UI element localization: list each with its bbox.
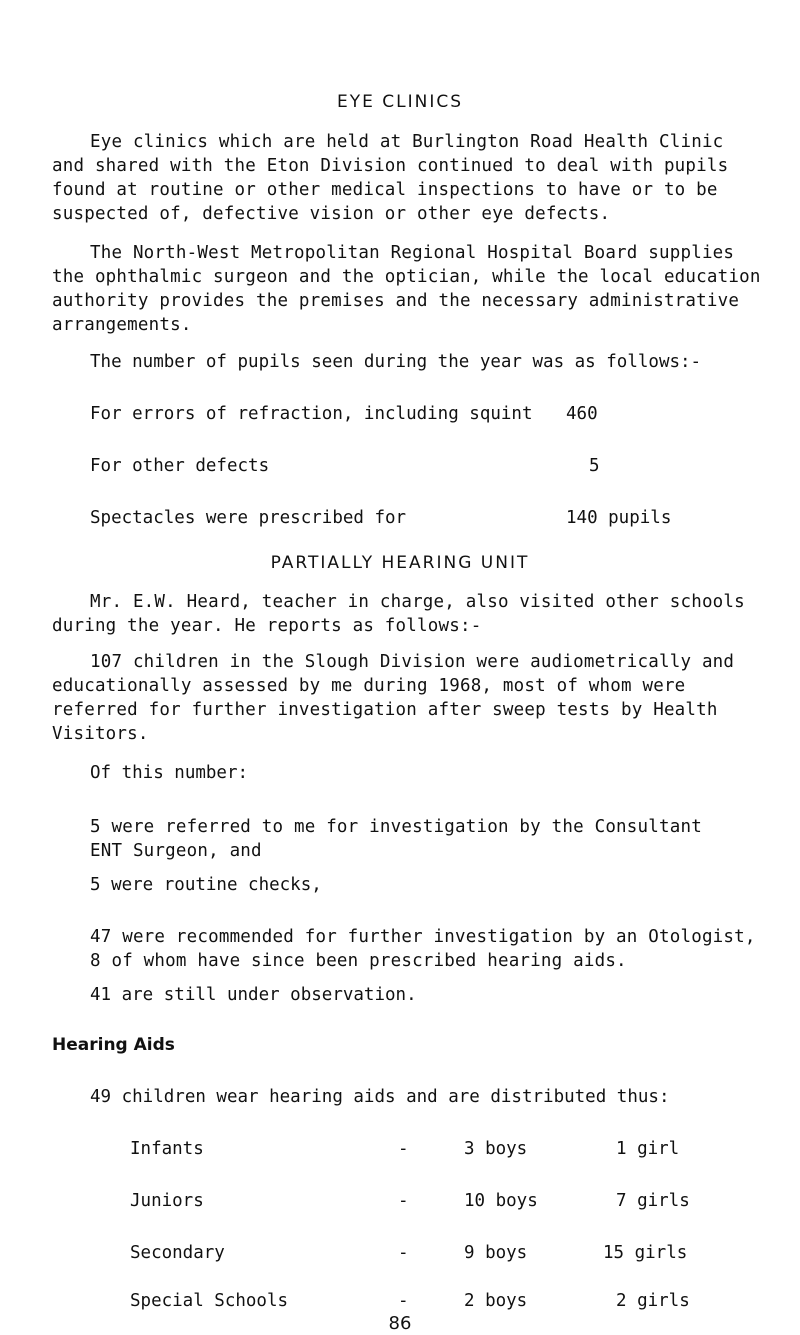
- group-label: Special Schools: [130, 1291, 289, 1311]
- text-line: Eye clinics which are held at Burlington Road Health Clinic: [90, 132, 724, 152]
- text-line: found at routine or other medical inspections to have or to be: [52, 180, 718, 200]
- hearing-item-2: 5 were routine checks,: [90, 875, 322, 895]
- text-line: The North-West Metropolitan Regional Hospital Board supplies: [90, 243, 735, 263]
- text-line: Mr. E.W. Heard, teacher in charge, also visited other schools: [90, 592, 745, 612]
- page-number: 86: [388, 1313, 412, 1334]
- partially-hearing-unit-heading: PARTIALLY HEARING UNIT: [270, 553, 530, 573]
- stat-label: Spectacles were prescribed for: [90, 508, 407, 528]
- text-line: authority provides the premises and the necessary administrative: [52, 291, 740, 311]
- hearing-aids-intro: 49 children wear hearing aids and are distributed thus:: [90, 1087, 670, 1107]
- stat-value: 5: [589, 456, 600, 476]
- text-line: 107 children in the Slough Division were audiometrically and: [90, 652, 735, 672]
- text-line: during the year. He reports as follows:-: [52, 616, 482, 636]
- text-line: Visitors.: [52, 724, 149, 744]
- text-line: suspected of, defective vision or other eye defects.: [52, 204, 611, 224]
- stat-label: For other defects: [90, 456, 270, 476]
- boys-count: 9 boys: [464, 1243, 528, 1263]
- hearing-paragraph-2: [52, 650, 734, 746]
- text-line: 8 of whom have since been prescribed hearing aids.: [90, 951, 627, 971]
- text-line: 5 were referred to me for investigation by the Consultant: [90, 817, 702, 837]
- dash: -: [398, 1191, 409, 1211]
- girls-count: 2 girls: [616, 1291, 690, 1311]
- hearing-item-1: [90, 815, 702, 863]
- text-line: ENT Surgeon, and: [90, 841, 262, 861]
- hearing-paragraph-1: [52, 590, 745, 638]
- hearing-paragraph-3: Of this number:: [90, 763, 249, 783]
- boys-count: 2 boys: [464, 1291, 528, 1311]
- group-label: Secondary: [130, 1243, 225, 1263]
- stat-label: For errors of refraction, including squint: [90, 404, 533, 424]
- eye-paragraph-1: [52, 130, 728, 226]
- group-label: Juniors: [130, 1191, 204, 1211]
- girls-count: 1 girl: [616, 1139, 680, 1159]
- group-label: Infants: [130, 1139, 204, 1159]
- text-line: 47 were recommended for further investigation by an Otologist,: [90, 927, 756, 947]
- dash: -: [398, 1291, 409, 1311]
- eye-paragraph-2: [52, 241, 761, 337]
- text-line: educationally assessed by me during 1968, most of whom were: [52, 676, 686, 696]
- boys-count: 10 boys: [464, 1191, 538, 1211]
- girls-count: 15 girls: [603, 1243, 688, 1263]
- dash: -: [398, 1243, 409, 1263]
- hearing-item-4: 41 are still under observation.: [90, 985, 417, 1005]
- text-line: and shared with the Eton Division continued to deal with pupils: [52, 156, 729, 176]
- hearing-aids-heading: Hearing Aids: [52, 1035, 175, 1055]
- eye-clinics-heading: EYE CLINICS: [336, 92, 464, 112]
- text-line: arrangements.: [52, 315, 192, 335]
- stat-value: 460: [566, 404, 598, 424]
- text-line: referred for further investigation after sweep tests by Health: [52, 700, 718, 720]
- eye-paragraph-3: The number of pupils seen during the year was as follows:-: [90, 352, 702, 372]
- text-line: the ophthalmic surgeon and the optician, while the local education: [52, 267, 761, 287]
- boys-count: 3 boys: [464, 1139, 528, 1159]
- girls-count: 7 girls: [616, 1191, 690, 1211]
- stat-value: 140 pupils: [566, 508, 672, 528]
- hearing-item-3: [90, 925, 756, 973]
- dash: -: [398, 1139, 409, 1159]
